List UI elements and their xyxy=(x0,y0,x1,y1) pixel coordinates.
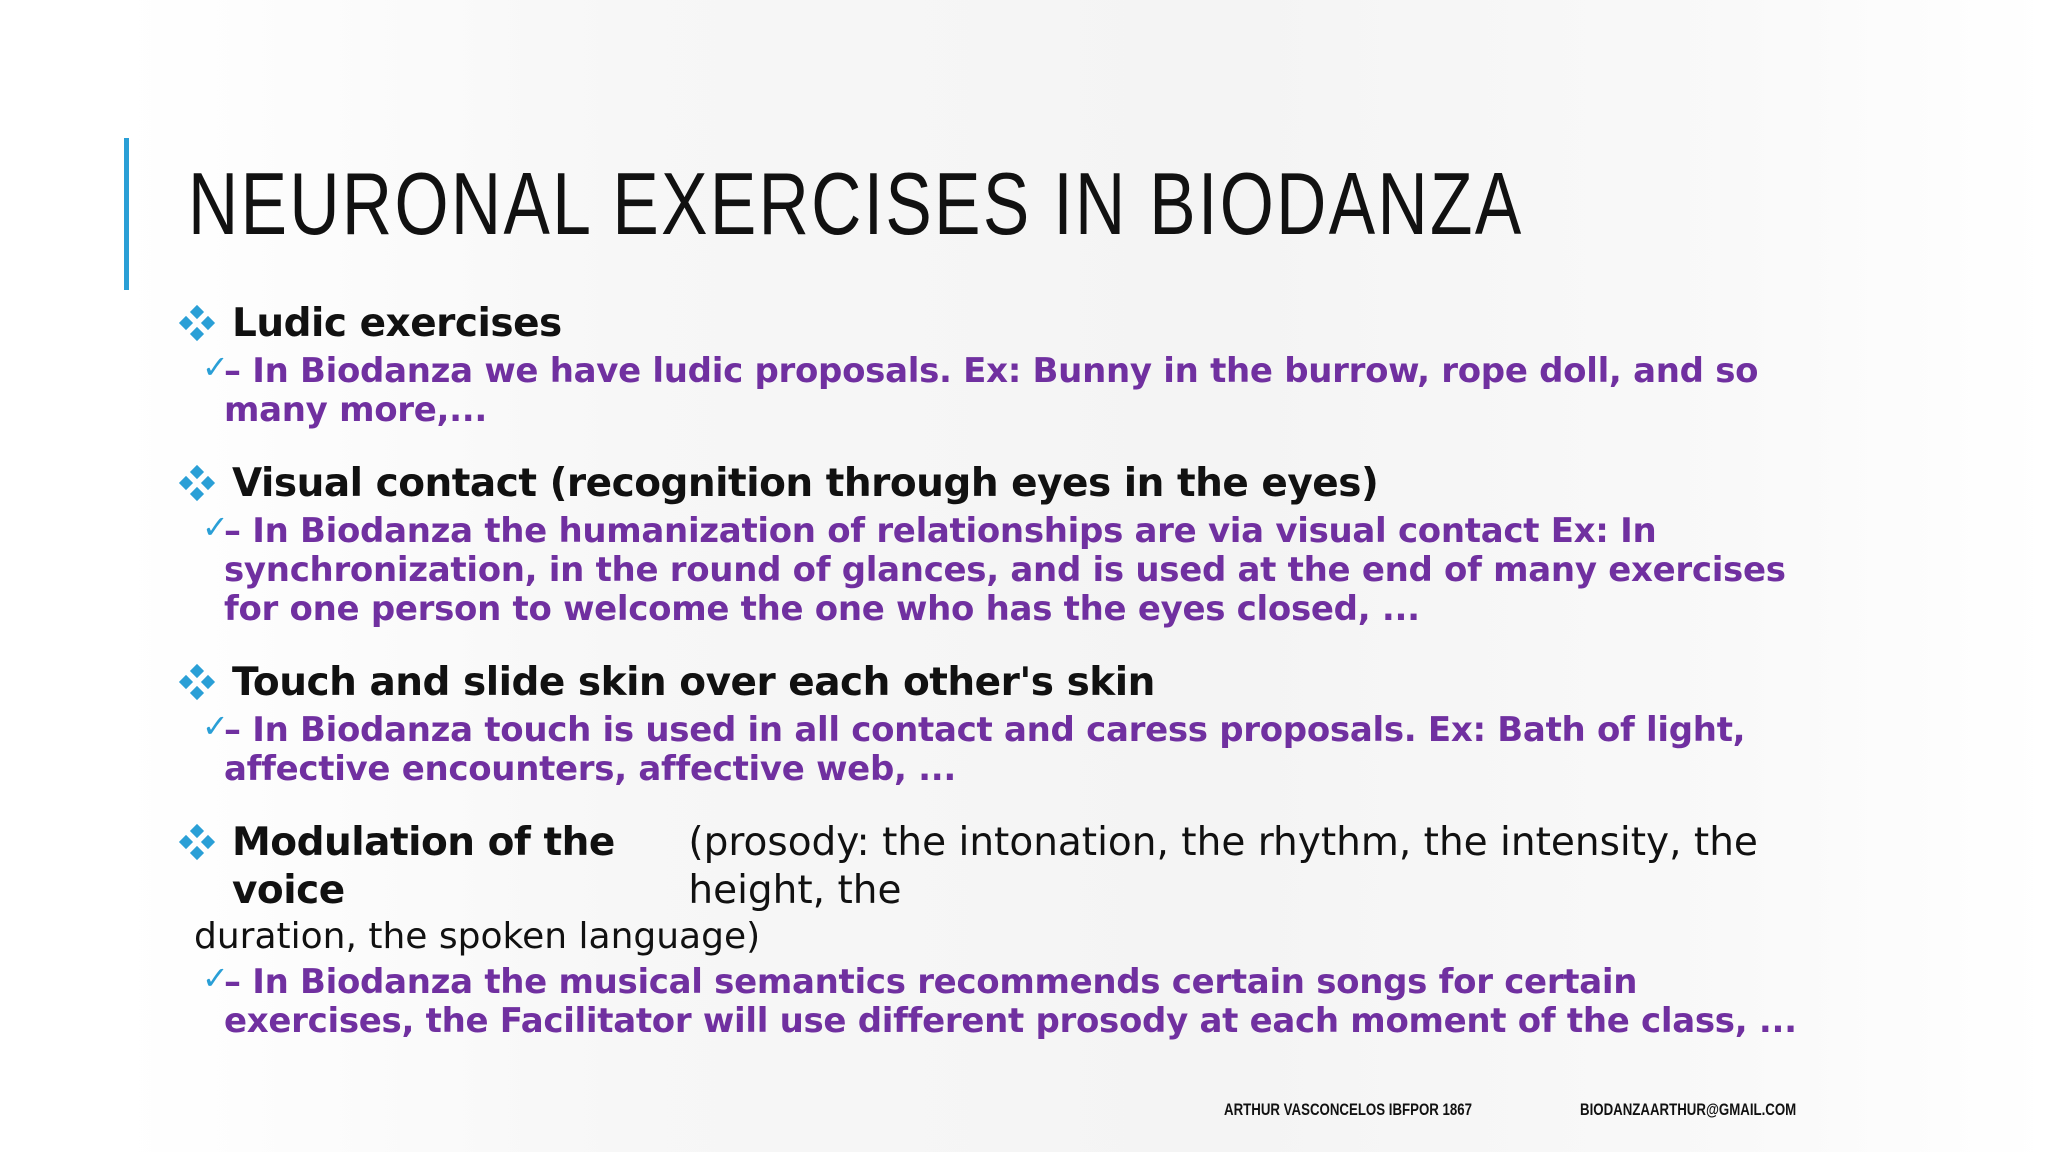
checkmark-icon: ✓ xyxy=(202,508,229,546)
bullet-list xyxy=(180,300,1820,1071)
bullet-detail-text: – In Biodanza the humanization of relationships are via visual contact Ex: In synchronization, in the round of glances, and is used at the end of many exercises for one person to welcome the one who has the eyes closed, ... xyxy=(224,511,1786,629)
bullet-detail xyxy=(180,707,1820,789)
bullet-heading xyxy=(180,460,1820,508)
diamond-bullet-icon xyxy=(180,466,214,500)
bullet-heading xyxy=(180,819,1820,915)
bullet-heading-text: Touch and slide skin over each other's skin xyxy=(232,660,1155,705)
bullet-item-visual-contact xyxy=(180,460,1820,629)
bullet-heading-text: Ludic exercises xyxy=(232,301,562,346)
bullet-heading xyxy=(180,300,1820,348)
checkmark-icon: ✓ xyxy=(202,959,229,997)
bullet-detail xyxy=(180,348,1820,430)
bullet-detail xyxy=(180,959,1820,1041)
checkmark-icon: ✓ xyxy=(202,348,229,386)
footer-email: BIODANZAARTHUR@GMAIL.COM xyxy=(1580,1100,1797,1119)
checkmark-icon: ✓ xyxy=(202,707,229,745)
bullet-item-voice xyxy=(180,819,1820,1041)
bullet-heading-text: Visual contact (recognition through eyes in the eyes) xyxy=(232,461,1379,506)
bullet-item-touch xyxy=(180,659,1820,789)
bullet-heading-note: (prosody: the intonation, the rhythm, the intensity, the height, the xyxy=(688,820,1758,913)
bullet-heading xyxy=(180,659,1820,707)
diamond-bullet-icon xyxy=(180,665,214,699)
bullet-heading-text: Modulation of the voice xyxy=(232,820,615,913)
footer-author: ARTHUR VASCONCELOS IBFPOR 1867 xyxy=(1224,1100,1473,1119)
bullet-detail-text: – In Biodanza touch is used in all contact and caress proposals. Ex: Bath of light, affective encounters, affective web, ... xyxy=(224,710,1746,789)
slide-title: NEURONAL EXERCISES IN BIODANZA xyxy=(188,154,1524,253)
bullet-detail-text: – In Biodanza the musical semantics recommends certain songs for certain exercises, the Facilitator will use different prosody at each moment of the class, ... xyxy=(224,962,1797,1041)
diamond-bullet-icon xyxy=(180,825,214,859)
bullet-item-ludic xyxy=(180,300,1820,430)
bullet-heading-continuation: duration, the spoken language) xyxy=(194,916,761,957)
title-accent-bar xyxy=(124,138,129,290)
bullet-detail-text: – In Biodanza we have ludic proposals. Ex: Bunny in the burrow, rope doll, and so many more,... xyxy=(224,351,1759,430)
bullet-detail xyxy=(180,508,1820,629)
diamond-bullet-icon xyxy=(180,306,214,340)
